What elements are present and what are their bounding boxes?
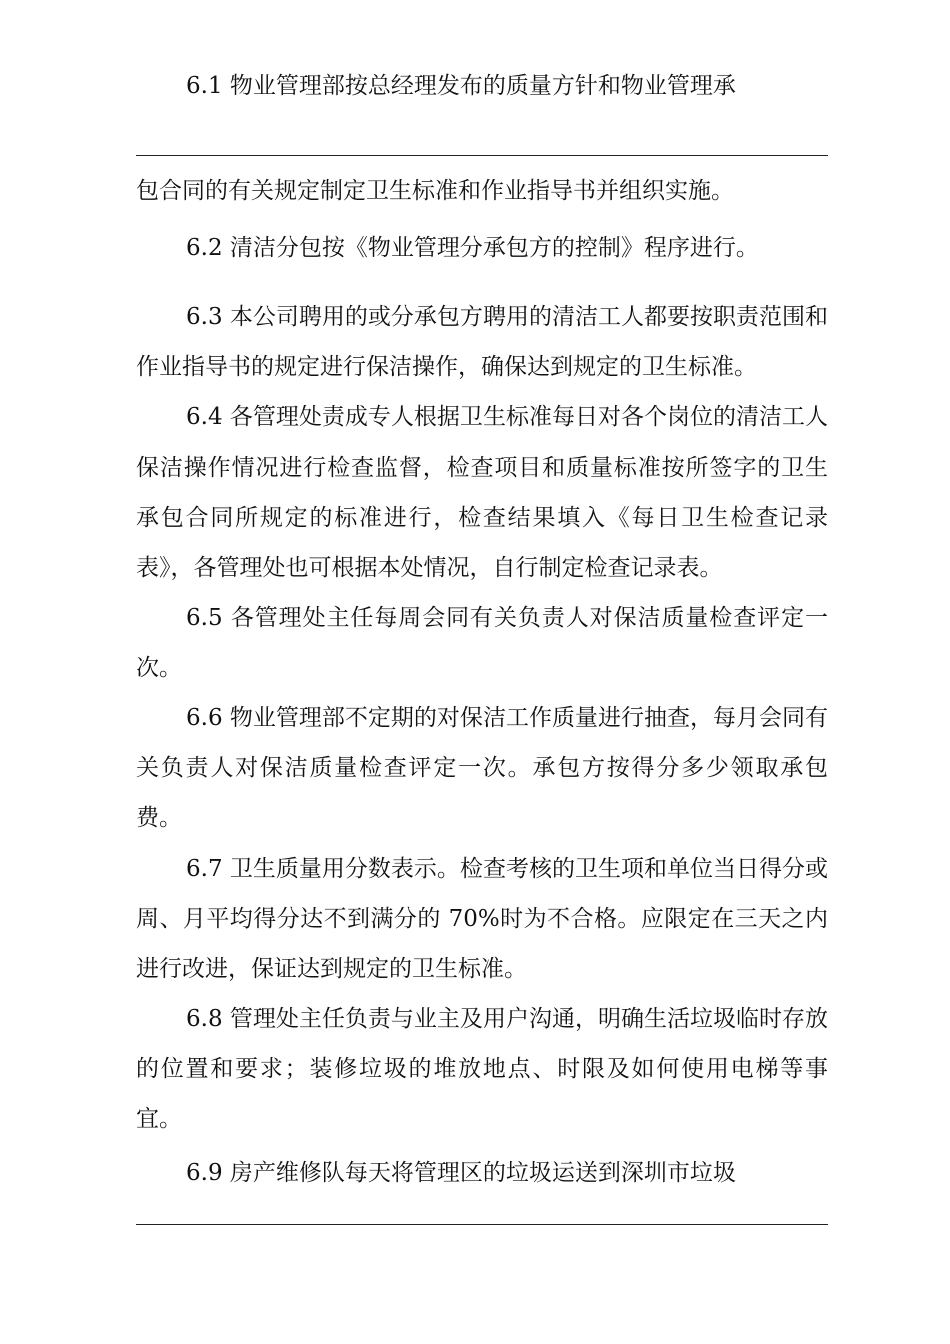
paragraph-6-4-line-2: 保洁操作情况进行检查监督，检查项目和质量标准按所签字的卫生 xyxy=(136,455,828,481)
paragraph-6-6-line-3: 费。 xyxy=(136,805,182,831)
paragraph-6-6-line-2: 关负责人对保洁质量检查评定一次。承包方按得分多少领取承包 xyxy=(136,755,828,781)
horizontal-rule xyxy=(136,1224,828,1225)
paragraph-6-8-line-1: 6.8 管理处主任负责与业主及用户沟通，明确生活垃圾临时存放 xyxy=(186,1006,828,1032)
paragraph-6-7-line-2: 周、月平均得分达不到满分的 70%时为不合格。应限定在三天之内 xyxy=(136,906,828,932)
paragraph-6-2-line-1: 6.2 清洁分包按《物业管理分承包方的控制》程序进行。 xyxy=(186,235,759,261)
paragraph-6-4-line-3: 承包合同所规定的标准进行，检查结果填入《每日卫生检查记录 xyxy=(136,505,828,531)
paragraph-6-8-line-2: 的位置和要求；装修垃圾的堆放地点、时限及如何使用电梯等事 xyxy=(136,1056,828,1082)
paragraph-6-5-line-1: 6.5 各管理处主任每周会同有关负责人对保洁质量检查评定一 xyxy=(186,605,828,631)
paragraph-6-8-line-3: 宜。 xyxy=(136,1106,182,1132)
paragraph-6-1-line-1: 6.1 物业管理部按总经理发布的质量方针和物业管理承 xyxy=(186,73,736,99)
paragraph-6-4-line-4: 表》，各管理处也可根据本处情况，自行制定检查记录表。 xyxy=(136,555,723,581)
paragraph-6-7-line-3: 进行改进，保证达到规定的卫生标准。 xyxy=(136,956,527,982)
paragraph-6-3-line-1: 6.3 本公司聘用的或分承包方聘用的清洁工人都要按职责范围和 xyxy=(186,304,828,330)
paragraph-6-4-line-1: 6.4 各管理处责成专人根据卫生标准每日对各个岗位的清洁工人 xyxy=(186,404,828,430)
paragraph-6-9-line-1: 6.9 房产维修队每天将管理区的垃圾运送到深圳市垃圾 xyxy=(186,1160,736,1186)
paragraph-6-7-line-1: 6.7 卫生质量用分数表示。检查考核的卫生项和单位当日得分或 xyxy=(186,856,828,882)
paragraph-6-5-line-2: 次。 xyxy=(136,655,182,681)
paragraph-6-1-line-2: 包合同的有关规定制定卫生标准和作业指导书并组织实施。 xyxy=(136,178,734,204)
paragraph-6-3-line-2: 作业指导书的规定进行保洁操作，确保达到规定的卫生标准。 xyxy=(136,354,757,380)
paragraph-6-6-line-1: 6.6 物业管理部不定期的对保洁工作质量进行抽查，每月会同有 xyxy=(186,705,828,731)
horizontal-rule xyxy=(136,155,828,156)
